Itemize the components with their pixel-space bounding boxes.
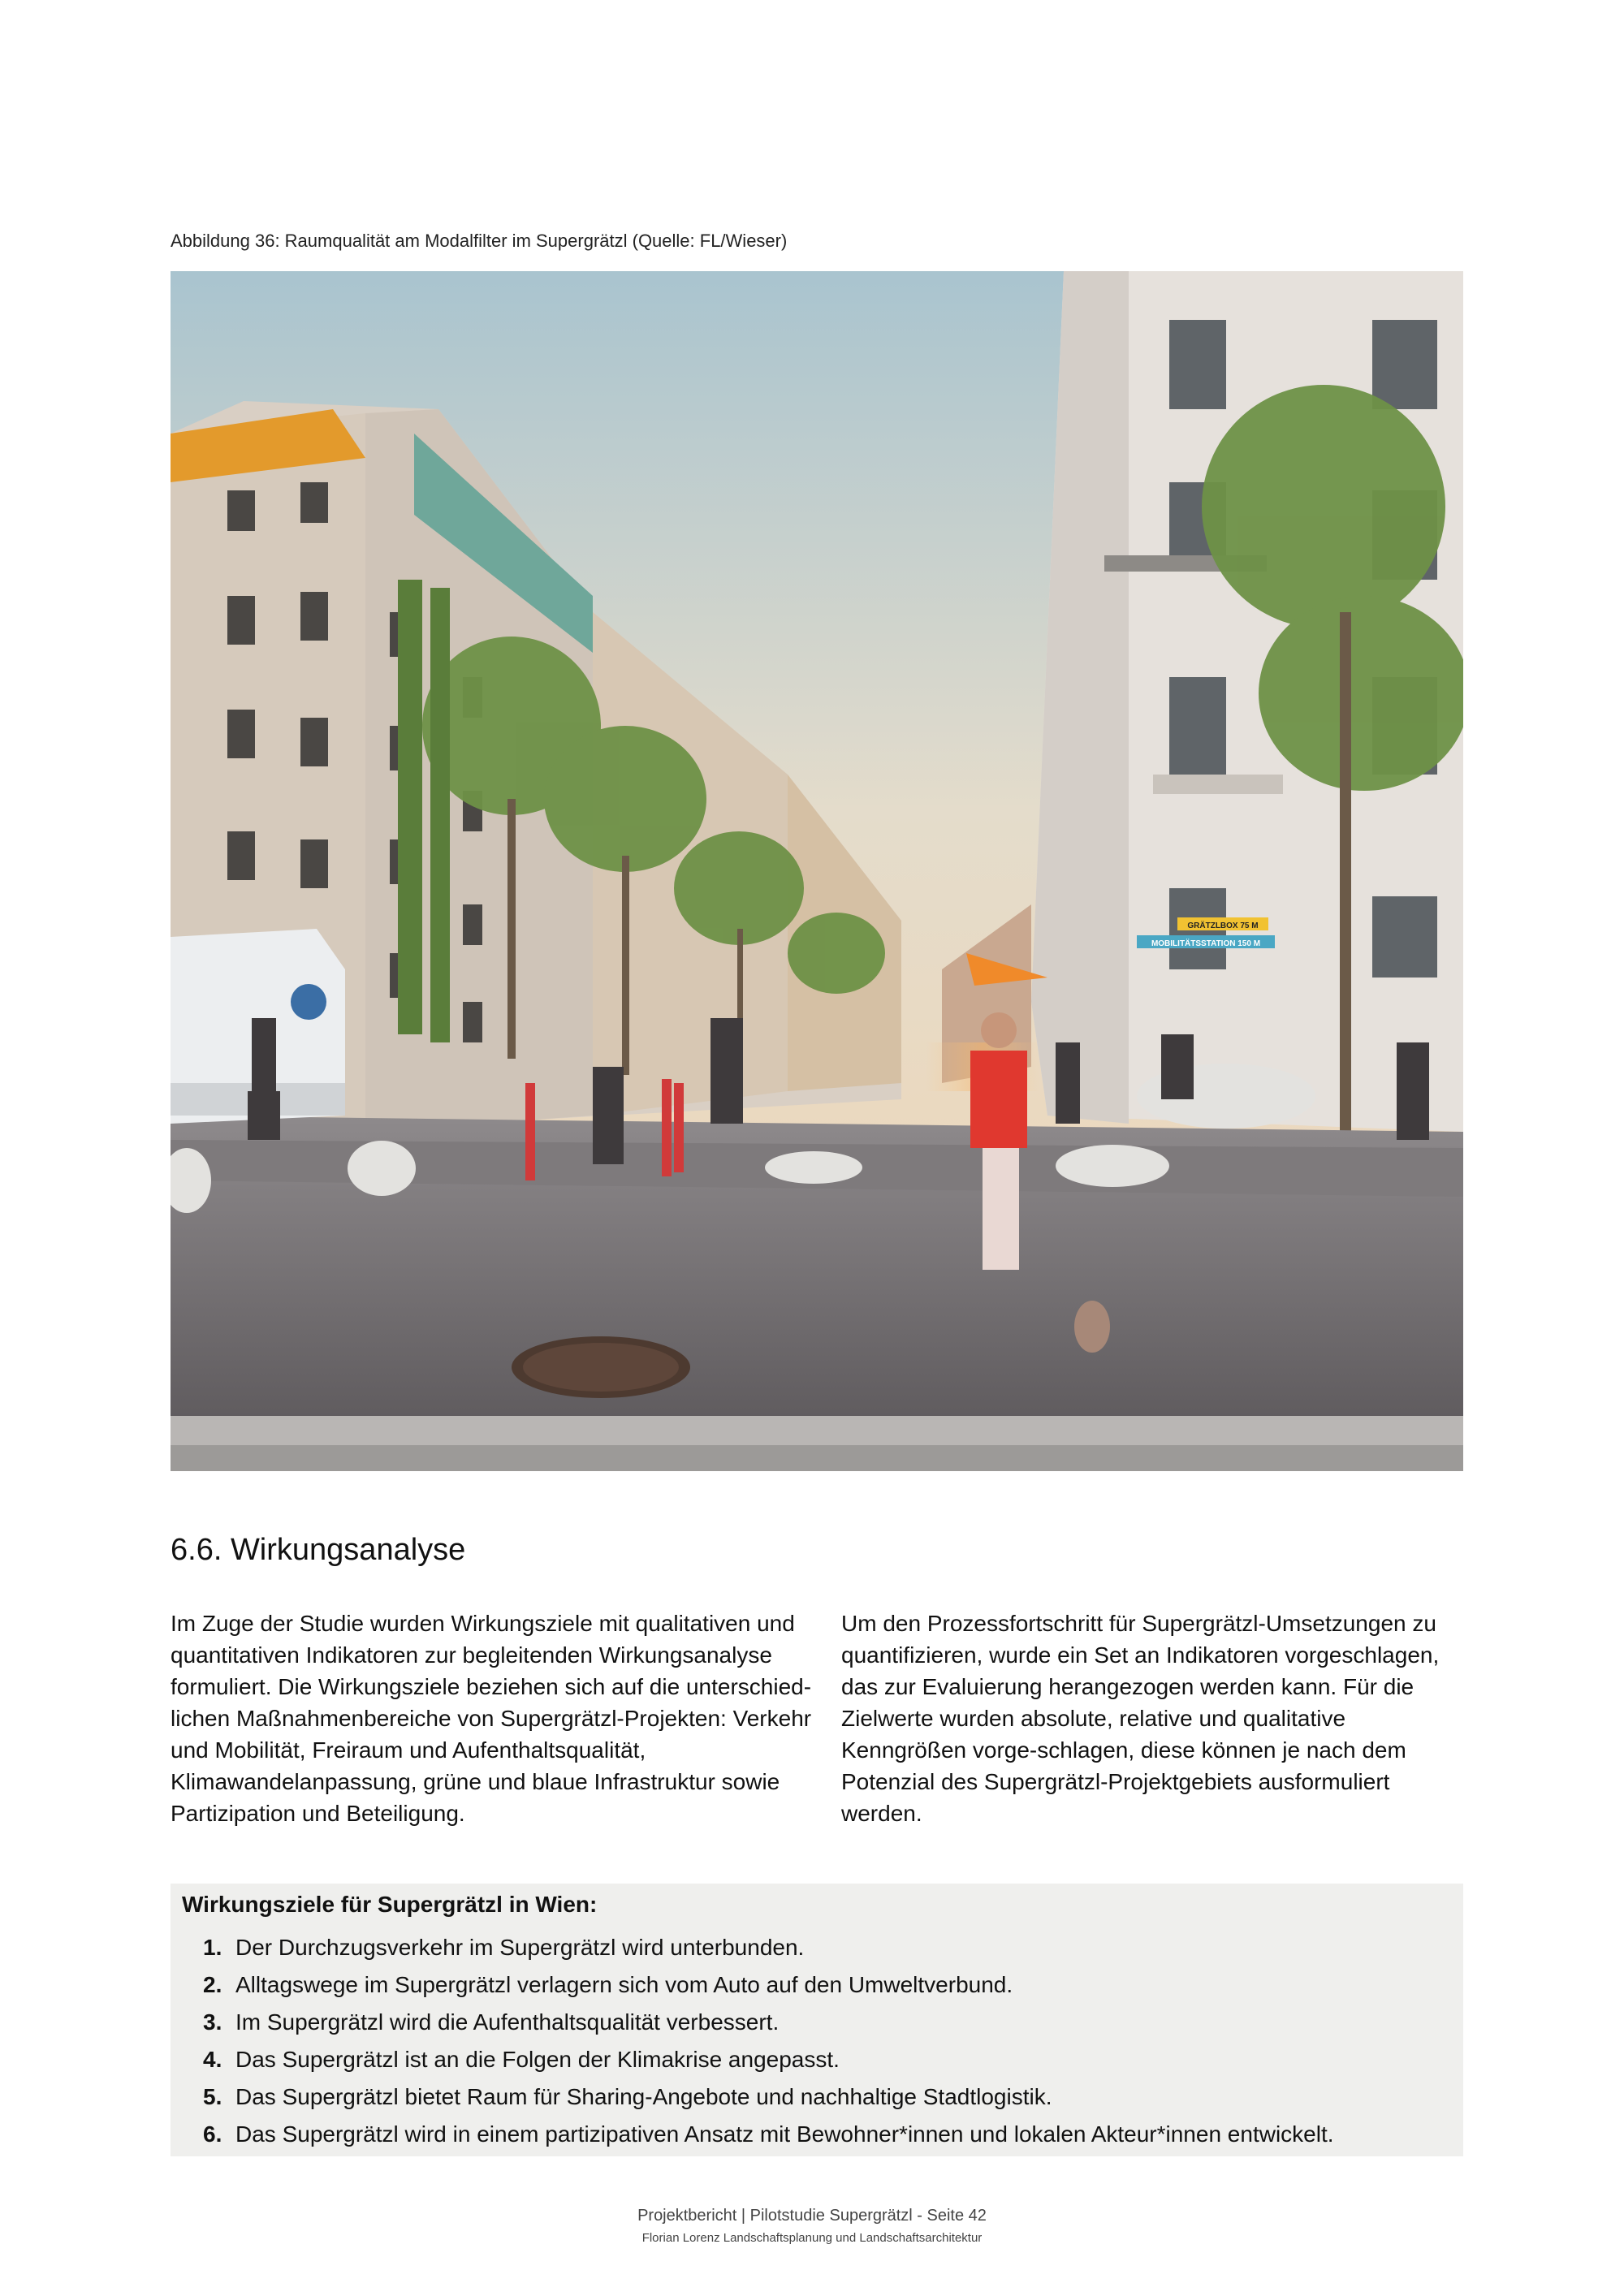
paragraph-right: Um den Prozessfortschritt für Supergrätzl-Umsetzungen zu quantifizieren, wurde ein Set an Indikatoren vorgeschlagen, das zur Evaluierung herangezogen werden kann. Für die Zielwerte wurden absolute, relative und qualitative Kenngrößen vorge-schlagen, diese können je nach dem Potenzial des Supergrätzl-Projektgebiets ausformuliert werden. — [841, 1611, 1440, 1826]
list-item-text: Das Supergrätzl wird in einem partizipativen Ansatz mit Bewohner*innen und lokalen Akteur*innen entwickelt. — [235, 2121, 1334, 2147]
goals-list — [171, 1929, 1334, 2153]
list-item — [171, 2116, 1334, 2153]
footer-line-2: Florian Lorenz Landschaftsplanung und Landschaftsarchitektur — [641, 2231, 983, 2245]
list-item-number: 3. — [203, 2009, 222, 2035]
goals-box — [171, 1884, 1463, 2156]
section-title: 6.6. Wirkungsanalyse — [171, 1533, 466, 1567]
street-sign-text-1: GRÄTZLBOX 75 M — [1187, 921, 1259, 930]
list-item — [171, 1966, 1334, 2004]
list-item-text: Das Supergrätzl ist an die Folgen der Klimakrise angepasst. — [235, 2047, 840, 2072]
list-item-text: Alltagswege im Supergrätzl verlagern sich vom Auto auf den Umweltverbund. — [235, 1972, 1013, 1997]
list-item — [171, 1929, 1334, 1966]
list-item — [171, 2041, 1334, 2078]
footer-line-1: Projektbericht | Pilotstudie Supergrätzl - Seite 42 — [637, 2207, 987, 2225]
list-item-text: Das Supergrätzl bietet Raum für Sharing-Angebote und nachhaltige Stadtlogistik. — [235, 2084, 1052, 2109]
list-item-text: Der Durchzugsverkehr im Supergrätzl wird unterbunden. — [235, 1935, 805, 1960]
list-item-number: 4. — [203, 2047, 222, 2072]
list-item-text: Im Supergrätzl wird die Aufenthaltsqualität verbessert. — [235, 2009, 780, 2035]
street-visualization-image — [171, 271, 1463, 1471]
street-sign-text-2: MOBILITÄTSSTATION 150 M — [1151, 939, 1261, 948]
list-item — [171, 2004, 1334, 2041]
goals-title: Wirkungsziele für Supergrätzl in Wien: — [182, 1892, 598, 1917]
list-item — [171, 2078, 1334, 2116]
list-item-number: 1. — [203, 1935, 222, 1960]
list-item-number: 6. — [203, 2121, 222, 2147]
list-item-number: 2. — [203, 1972, 222, 1997]
figure-caption: Abbildung 36: Raumqualität am Modalfilter im Supergrätzl (Quelle: FL/Wieser) — [171, 231, 788, 251]
paragraph-left: Im Zuge der Studie wurden Wirkungsziele mit qualitativen und quantitativen Indikatoren zur begleitenden Wirkungsanalyse formuliert. Die Wirkungsziele beziehen sich auf die unterschied-lichen Maßnahmenbereiche von Supergrätzl-Projekten: Verkehr und Mobilität, Freiraum und Aufenthaltsqualität, Klimawandelanpassung, grüne und blaue Infrastruktur sowie Partizipation und Beteiligung. — [171, 1611, 812, 1826]
list-item-number: 5. — [203, 2084, 222, 2109]
